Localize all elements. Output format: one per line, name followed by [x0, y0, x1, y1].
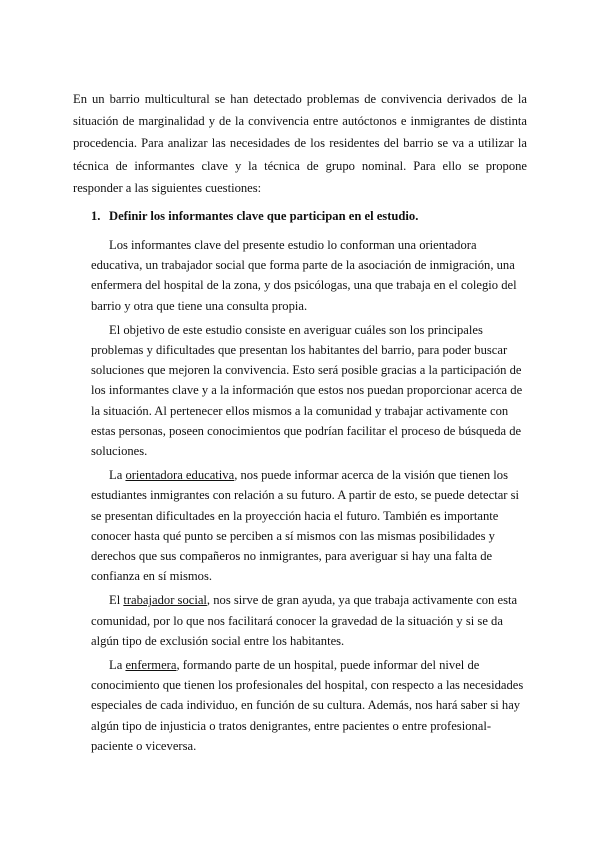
- section-number: 1.: [91, 209, 101, 223]
- paragraph-objetivo: El objetivo de este estudio consiste en averiguar cuáles son los principales problemas y dificultades que presentan los habitantes del barrio, para poder buscar soluciones que mejoren la convivencia. Esto será posible gracias a la participación de los informantes clave y a la información que estos nos puedan proporcionar acerca de la situación. Al pertenecer ellos mismos a la comunidad y trabajar activamente con estas personas, poseen conocimientos que podrían facilitar el proceso de búsqueda de soluciones.: [91, 322, 523, 459]
- paragraph-informantes: Los informantes clave del presente estudio lo conforman una orientadora educativa, un trabajador social que forma parte de la asociación de inmigración, una enfermera del hospital de la zona, y dos psicólogas, una que trabaja en el colegio del barrio y otra que tiene una consulta propia.: [91, 238, 517, 313]
- paragraph-enfermera-rest: , formando parte de un hospital, puede informar del nivel de conocimiento que tienen los profesionales del hospital, con respecto a las necesidades especiales de cada individuo, en función de su cultura. Además, nos hará saber si hay algún tipo de injusticia o tratos denigrantes, entre pacientes o entre profesional-paciente o viceversa.: [91, 658, 524, 753]
- section-heading: [91, 207, 418, 225]
- term-enfermera: enfermera: [125, 658, 177, 673]
- paragraph-trabajador-rest: , nos sirve de gran ayuda, ya que trabaja activamente con esta comunidad, por lo que nos facilitará conocer la gravedad de la situación y si se da algún tipo de exclusión social entre los habitantes.: [91, 593, 518, 648]
- paragraph-orientadora: [91, 465, 527, 586]
- paragraph-orientadora-rest: , nos puede informar acerca de la visión que tienen los estudiantes inmigrantes con relación a su futuro. A partir de esto, se puede detectar si se presentan dificultades en la proyección hacia el futuro. También es importante conocer hasta qué punto se perciben a sí mismos con las mismas posibilidades y derechos que sus compañeros no inmigrantes, para averiguar si hay una falta de confianza en sí mismos.: [91, 468, 520, 584]
- paragraph-enfermera-lead: La: [109, 658, 126, 673]
- section-body: [91, 235, 527, 756]
- paragraph-trabajador-lead: El: [109, 593, 124, 608]
- term-trabajador-social: trabajador social: [123, 593, 207, 608]
- intro-paragraph: En un barrio multicultural se han detectado problemas de convivencia derivados de la situación de marginalidad y de la convivencia entre autóctonos e inmigrantes de distinta procedencia. Para analizar las necesidades de los residentes del barrio se va a utilizar la técnica de informantes clave y la técnica de grupo nominal. Para ello se propone responder a las siguientes cuestiones:: [73, 92, 527, 195]
- paragraph-trabajador: [91, 590, 527, 651]
- section-title: Definir los informantes clave que participan en el estudio.: [109, 209, 419, 223]
- term-orientadora-educativa: orientadora educativa: [125, 468, 235, 483]
- paragraph-orientadora-lead: La: [109, 468, 126, 483]
- paragraph-enfermera: [91, 655, 527, 756]
